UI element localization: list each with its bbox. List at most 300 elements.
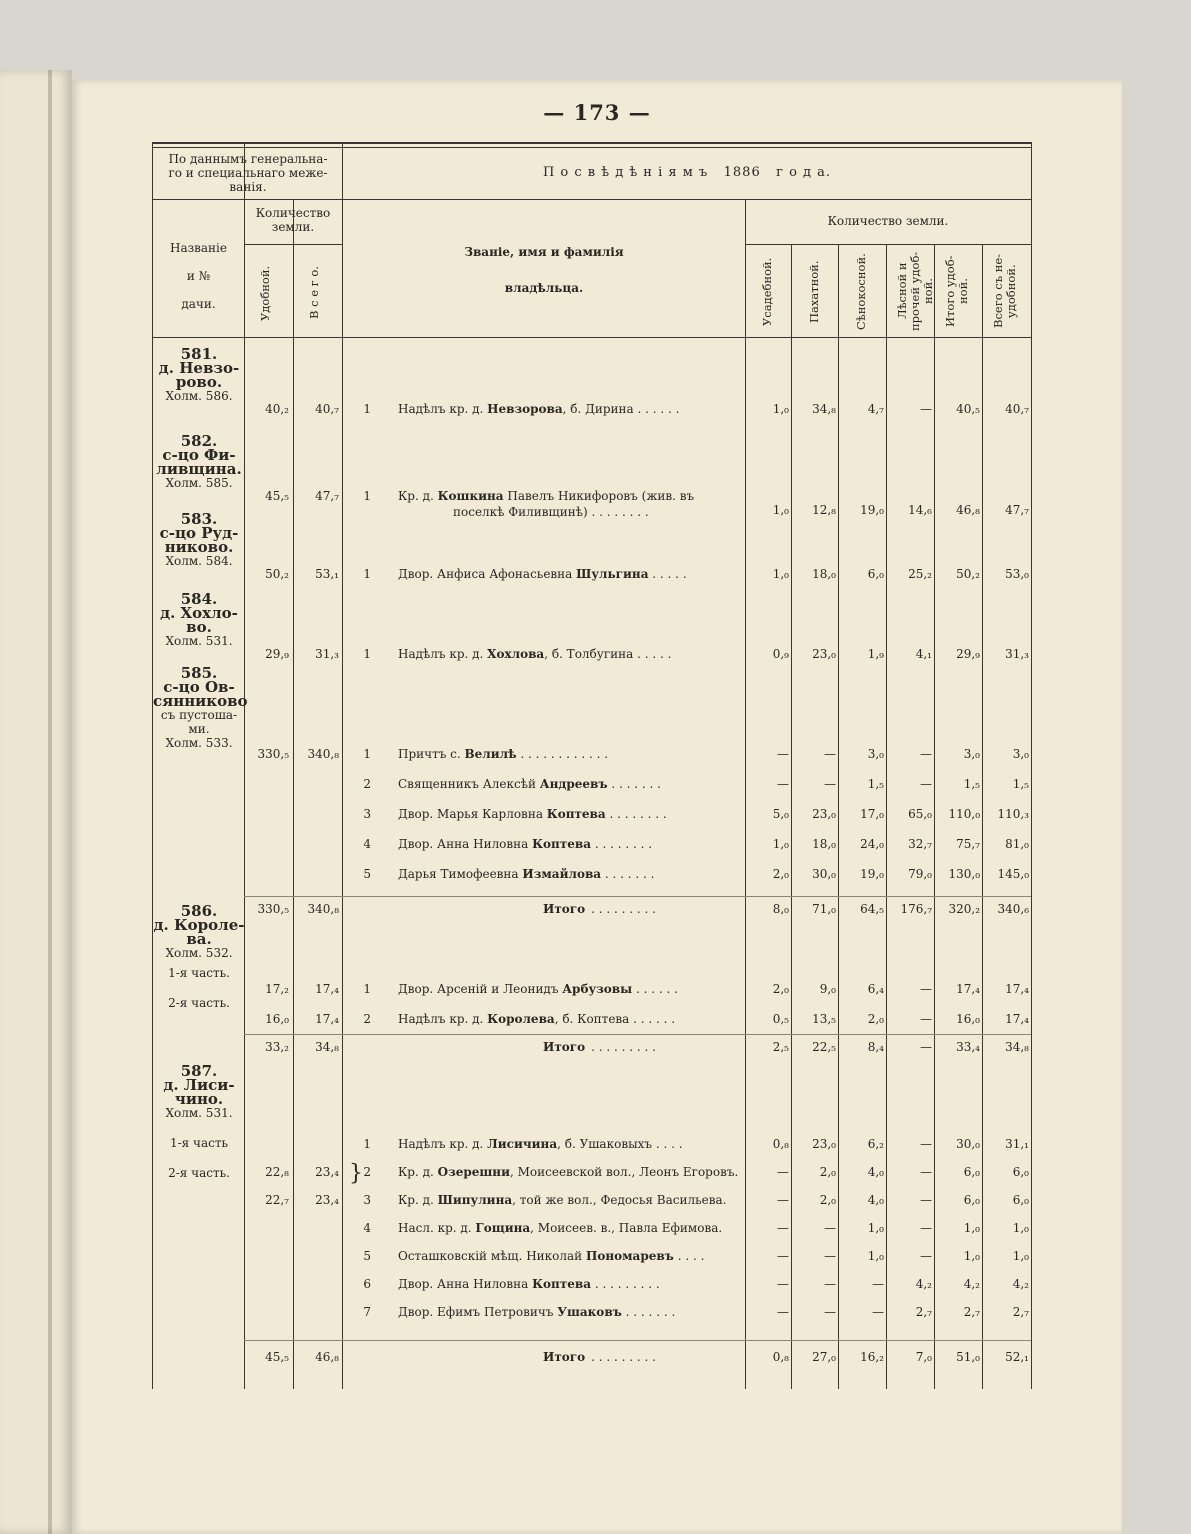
- land-value: —: [777, 777, 789, 791]
- estate-sub: Холм. 586.: [165, 389, 233, 403]
- udobnoi-value: 22,₇: [265, 1193, 289, 1207]
- owner-prefix: Священникъ Алексѣй: [398, 777, 540, 791]
- row-index: 1: [363, 1137, 371, 1151]
- land-qty-header: [244, 206, 342, 234]
- land-value: 2,₀: [819, 1165, 836, 1179]
- land-value: 0,₈: [772, 1137, 789, 1151]
- owner-suffix: , Моисеевской вол., Леонъ Егоровъ.: [509, 1165, 739, 1179]
- estate-name: ливщина.: [156, 460, 242, 478]
- owner-prefix: Двор. Анфиса Афонасьевна: [398, 567, 577, 581]
- land-value: 6,₀: [867, 567, 884, 581]
- table-row: [153, 1249, 1031, 1265]
- vsego-value: 23,₄: [315, 1193, 339, 1207]
- row-index: 2: [363, 1012, 371, 1026]
- land-value: 1,₀: [1012, 1221, 1029, 1235]
- owner-name: [398, 402, 679, 416]
- estate-name: с-цо Фи-: [162, 446, 236, 464]
- row-index: 5: [363, 1249, 371, 1263]
- land-value: 30,₀: [956, 1137, 980, 1151]
- owner-suffix: . . . . . . .: [601, 867, 655, 881]
- owner-surname: Арбузовы: [562, 982, 633, 996]
- land-value: 4,₇: [867, 402, 884, 416]
- estate-entry: [153, 1064, 245, 1180]
- land-value: —: [920, 747, 932, 761]
- owner-prefix: Надѣлъ кр. д.: [398, 1137, 488, 1151]
- owner-surname: Невзорова: [487, 402, 563, 416]
- land-value: 3,₀: [963, 747, 980, 761]
- row-index: 1: [363, 747, 371, 761]
- estate-sub: 2-я часть.: [168, 996, 230, 1010]
- owner-name: [398, 807, 667, 821]
- land-value: 16,₂: [860, 1350, 884, 1364]
- owner-surname: Шипулина: [437, 1193, 513, 1207]
- land-value: —: [824, 777, 836, 791]
- owner-surname: Пономаревъ: [586, 1249, 674, 1263]
- land-value: 8,₀: [772, 902, 789, 916]
- land-value: 18,₀: [812, 567, 836, 581]
- header-line: го и специальнаго меже-: [168, 166, 328, 180]
- total-label-text: Итого: [543, 902, 586, 916]
- owner-name: [398, 1277, 660, 1291]
- table-row: [153, 1277, 1031, 1293]
- table-row: [153, 747, 1031, 763]
- land-value: —: [920, 777, 932, 791]
- owner-name: [398, 1193, 726, 1207]
- land-value: 18,₀: [812, 837, 836, 851]
- header-line: По даннымъ генеральна-: [168, 152, 328, 166]
- owner-name-line2: поселкѣ Филивщинѣ) . . . . . . . .: [453, 505, 649, 519]
- vsego-value: 17,₄: [315, 982, 339, 996]
- land-value: 0,₈: [772, 1350, 789, 1364]
- owner-surname: Кошкина: [437, 489, 504, 503]
- estate-name: сянниково: [153, 692, 248, 710]
- sub-col-header: Усадебной.: [760, 257, 774, 327]
- land-value: 6,₀: [963, 1165, 980, 1179]
- land-value: 6,₂: [867, 1137, 884, 1151]
- land-value: 34,₈: [1005, 1040, 1029, 1054]
- owner-prefix: Насл. кр. д.: [398, 1221, 476, 1235]
- land-value: 1,₀: [963, 1249, 980, 1263]
- header-line: владѣльца.: [504, 281, 584, 295]
- owner-suffix: . . . . . . .: [621, 1305, 676, 1319]
- col-divider: [745, 199, 746, 1389]
- header-rule: [153, 337, 1031, 338]
- owner-name: [398, 1305, 675, 1319]
- owner-name: [398, 1012, 675, 1026]
- land-value: 33,₄: [956, 1040, 980, 1054]
- udobnoi-value: 45,₅: [265, 489, 289, 503]
- land-value: —: [777, 1277, 789, 1291]
- land-value: 31,₁: [1005, 1137, 1029, 1151]
- land-value: 1,₉: [867, 647, 884, 661]
- owner-prefix: Двор. Анна Ниловна: [398, 1277, 533, 1291]
- estate-sub: 1-я часть.: [168, 966, 230, 980]
- land-value: 75,₇: [956, 837, 980, 851]
- table-row: [153, 1137, 1031, 1153]
- total-row: [153, 902, 1031, 918]
- land-value: 65,₀: [908, 807, 932, 821]
- name-col-header: [153, 234, 244, 318]
- land-value: 17,₄: [1005, 982, 1029, 996]
- owner-surname: Шульгина: [576, 567, 649, 581]
- land-value: 25,₂: [908, 567, 932, 581]
- land-value: 34,₈: [812, 402, 836, 416]
- header-rule: [153, 199, 1031, 200]
- table-row: [153, 867, 1031, 883]
- owner-suffix: . . . . . . . .: [605, 807, 667, 821]
- udobnoi-value: 330,₅: [257, 747, 289, 761]
- land-value: —: [920, 1012, 932, 1026]
- page-number: — 173 —: [543, 100, 651, 125]
- row-index: 3: [363, 807, 371, 821]
- land-value: —: [824, 747, 836, 761]
- header-line: и №: [186, 269, 211, 283]
- owner-surname: Озерешни: [437, 1165, 510, 1179]
- owner-name: [398, 1221, 722, 1235]
- land-value: —: [777, 1165, 789, 1179]
- vsego-value: 23,₄: [315, 1165, 339, 1179]
- land-value: 3,₀: [1012, 747, 1029, 761]
- estate-sub: съ пустоша-: [160, 708, 238, 722]
- land-value: —: [824, 1249, 836, 1263]
- land-value: 110,₃: [997, 807, 1029, 821]
- vsego-value: 17,₄: [315, 1012, 339, 1026]
- owner-suffix: . . . . . . . . . . . .: [516, 747, 609, 761]
- owner-name: [398, 1137, 683, 1151]
- land-value: 1,₀: [772, 567, 789, 581]
- general-survey-header: [153, 152, 343, 194]
- owner-surname: Королева: [487, 1012, 555, 1026]
- table-row: [153, 837, 1031, 853]
- land-value: 52,₁: [1005, 1350, 1029, 1364]
- land-value: 24,₀: [860, 837, 884, 851]
- total-label: [543, 1040, 656, 1054]
- row-index: 1: [363, 647, 371, 661]
- owner-name: [398, 567, 687, 581]
- land-value: 19,₀: [860, 503, 884, 517]
- land-value: 9,₀: [819, 982, 836, 996]
- row-index: 7: [363, 1305, 371, 1319]
- table-row: [153, 1305, 1031, 1321]
- total-dots: . . . . . . . . .: [591, 1040, 656, 1054]
- owner-suffix: . . . . . . .: [607, 777, 661, 791]
- col-divider: [293, 199, 294, 1389]
- estate-sub: Холм. 584.: [165, 554, 233, 568]
- owner-surname: Велилѣ: [464, 747, 517, 761]
- land-value: 17,₀: [860, 807, 884, 821]
- land-value: 1,₀: [1012, 1249, 1029, 1263]
- owner-suffix: , б. Ушаковыхъ . . . .: [557, 1137, 683, 1151]
- udobnoi-value: 16,₀: [265, 1012, 289, 1026]
- udobnoi-value: 45,₅: [265, 1350, 289, 1364]
- owner-prefix: Кр. д.: [398, 1193, 438, 1207]
- estate-name: чино.: [174, 1090, 224, 1108]
- land-value: 64,₅: [860, 902, 884, 916]
- land-value: —: [920, 1137, 932, 1151]
- row-index: 2: [363, 1165, 371, 1179]
- owner-prefix: Двор. Марья Карловна: [398, 807, 547, 821]
- land-value: 53,₀: [1005, 567, 1029, 581]
- header-line: Количество: [255, 206, 331, 220]
- vsego-value: 340,₈: [307, 747, 339, 761]
- estate-number: 585.: [180, 664, 218, 682]
- land-value: 4,₂: [915, 1277, 932, 1291]
- land-value: 320,₂: [948, 902, 980, 916]
- land-value: 71,₀: [812, 902, 836, 916]
- vsego-header: В с е г о.: [307, 266, 321, 320]
- header-rule: [745, 244, 1031, 245]
- land-value: 40,₅: [956, 402, 980, 416]
- row-index: 5: [363, 867, 371, 881]
- land-value: 17,₄: [956, 982, 980, 996]
- land-value: 130,₀: [948, 867, 980, 881]
- row-index: 1: [363, 982, 371, 996]
- owner-prefix: Двор. Арсеній и Леонидъ: [398, 982, 563, 996]
- land-value: 1,₀: [963, 1221, 980, 1235]
- land-value: —: [920, 402, 932, 416]
- estate-name: д. Невзо-: [158, 359, 240, 377]
- owner-prefix: Надѣлъ кр. д.: [398, 402, 488, 416]
- land-value: 4,₂: [1012, 1277, 1029, 1291]
- owner-prefix: Причтъ с.: [398, 747, 465, 761]
- land-value: 6,₀: [963, 1193, 980, 1207]
- land-value: 3,₀: [867, 747, 884, 761]
- estate-sub: Холм. 532.: [165, 946, 233, 960]
- owner-suffix: , б. Коптева . . . . . .: [554, 1012, 676, 1026]
- land-value: 16,₀: [956, 1012, 980, 1026]
- land-value: —: [920, 1221, 932, 1235]
- book-seam: [48, 70, 52, 1534]
- estate-number: 583.: [180, 510, 218, 528]
- estate-sub: 2-я часть.: [168, 1166, 230, 1180]
- land-value: 2,₇: [963, 1305, 980, 1319]
- land-value: 32,₇: [908, 837, 932, 851]
- land-value: 51,₀: [956, 1350, 980, 1364]
- total-dots: . . . . . . . . .: [591, 902, 656, 916]
- table-row: [153, 807, 1031, 823]
- land-value: 4,₂: [963, 1277, 980, 1291]
- owner-surname: Коптева: [532, 837, 592, 851]
- estate-number: 587.: [180, 1062, 218, 1080]
- owner-name: [398, 837, 652, 851]
- udobnoi-value: 330,₅: [257, 902, 289, 916]
- land-table: [152, 142, 1032, 1389]
- total-label-text: Итого: [543, 1040, 586, 1054]
- vsego-value: 340,₈: [307, 902, 339, 916]
- total-dots: . . . . . . . . .: [591, 1350, 656, 1364]
- row-index: 1: [363, 489, 371, 503]
- owner-surname: Коптева: [532, 1277, 592, 1291]
- land-value: 6,₀: [1012, 1165, 1029, 1179]
- owner-name: [398, 777, 661, 791]
- land-value: 19,₀: [860, 867, 884, 881]
- total-rule: [244, 1034, 1031, 1035]
- land-value: 31,₃: [1005, 647, 1029, 661]
- land-value: 17,₄: [1005, 1012, 1029, 1026]
- owner-header: [343, 234, 745, 306]
- owner-suffix: . . . . . . . .: [591, 837, 653, 851]
- owner-name: [398, 1165, 738, 1179]
- owner-prefix: Кр. д.: [398, 1165, 438, 1179]
- owner-name: [398, 747, 608, 761]
- sub-col-header: Сѣнокосной.: [854, 253, 868, 331]
- owner-name: [398, 1249, 704, 1263]
- owner-surname: Измайлова: [522, 867, 602, 881]
- land-value: 12,₈: [812, 503, 836, 517]
- udobnoi-value: 17,₂: [265, 982, 289, 996]
- estate-number: 582.: [180, 432, 218, 450]
- land-value: 6,₀: [1012, 1193, 1029, 1207]
- land-value: 1,₅: [963, 777, 980, 791]
- land-value: 81,₀: [1005, 837, 1029, 851]
- land-value: —: [920, 1193, 932, 1207]
- land-value: 340,₆: [997, 902, 1029, 916]
- land-value: 4,₀: [867, 1193, 884, 1207]
- table-row: [153, 777, 1031, 793]
- owner-surname: Коптева: [546, 807, 606, 821]
- land-value: —: [824, 1221, 836, 1235]
- estate-sub: Холм. 533.: [165, 736, 233, 750]
- header-rule: [244, 244, 342, 245]
- owner-prefix: Кр. д.: [398, 489, 438, 503]
- owner-surname: Лисичина: [487, 1137, 558, 1151]
- land-value: 0,₉: [772, 647, 789, 661]
- sub-col-header: Всего съ не-удобной.: [991, 253, 1018, 329]
- owner-name: [398, 489, 694, 503]
- land-value: 23,₀: [812, 647, 836, 661]
- row-index: 3: [363, 1193, 371, 1207]
- udobnoi-value: 33,₂: [265, 1040, 289, 1054]
- vsego-value: 40,₇: [315, 402, 339, 416]
- owner-prefix: Надѣлъ кр. д.: [398, 1012, 488, 1026]
- table-row: [153, 982, 1031, 998]
- land-value: 27,₀: [812, 1350, 836, 1364]
- land-value: 4,₁: [915, 647, 932, 661]
- estate-name: с-цо Ов-: [163, 678, 235, 696]
- land-value: 7,₀: [915, 1350, 932, 1364]
- land-value: 1,₀: [772, 503, 789, 517]
- row-index: 1: [363, 402, 371, 416]
- owner-surname: Хохлова: [487, 647, 545, 661]
- udobnoi-value: 40,₂: [265, 402, 289, 416]
- land-value: 1,₀: [867, 1249, 884, 1263]
- land-value: —: [920, 982, 932, 996]
- sub-col-header: Итого удоб-ной.: [943, 255, 970, 327]
- sub-col-header: Пахатной.: [807, 260, 821, 324]
- land-value: 23,₀: [812, 1137, 836, 1151]
- owner-suffix: , б. Дирина . . . . . .: [562, 402, 680, 416]
- owner-surname: Гощина: [475, 1221, 531, 1235]
- estate-sub: ми.: [188, 722, 210, 736]
- owner-suffix: Павелъ Никифоровъ (жив. въ: [503, 489, 695, 503]
- estate-number: 584.: [180, 590, 218, 608]
- estate-name: д. Хохло-: [160, 604, 238, 622]
- owner-prefix: Дарья Тимофеевна: [398, 867, 523, 881]
- total-row: [153, 1350, 1031, 1366]
- vsego-value: 34,₈: [315, 1040, 339, 1054]
- land-value: 2,₇: [1012, 1305, 1029, 1319]
- left-page-edge: [0, 70, 72, 1534]
- book-page: [72, 80, 1122, 1534]
- row-index: 4: [363, 1221, 371, 1235]
- header-rule: [153, 147, 1031, 148]
- land-value: 47,₇: [1005, 503, 1029, 517]
- row-index: 1: [363, 567, 371, 581]
- land-value: 1,₀: [772, 837, 789, 851]
- land-value: —: [872, 1277, 884, 1291]
- owner-suffix: . . . . . . . . .: [591, 1277, 660, 1291]
- owner-name: [398, 867, 654, 881]
- row-index: 2: [363, 777, 371, 791]
- estate-name: с-цо Руд-: [159, 524, 239, 542]
- estate-entry: [153, 434, 245, 490]
- estate-sub: Холм. 585.: [165, 476, 233, 490]
- land-value: 23,₀: [812, 807, 836, 821]
- estate-name: никово.: [164, 538, 234, 556]
- owner-suffix: . . . . .: [648, 567, 687, 581]
- land-value: 1,₅: [867, 777, 884, 791]
- vsego-value: 47,₇: [315, 489, 339, 503]
- land-value: 1,₀: [772, 402, 789, 416]
- land-value: 110,₀: [948, 807, 980, 821]
- estate-sub: Холм. 531.: [165, 634, 233, 648]
- land-value: 2,₅: [772, 1040, 789, 1054]
- vsego-value: 53,₁: [315, 567, 339, 581]
- owner-surname: Ушаковъ: [557, 1305, 622, 1319]
- land-value: 5,₀: [772, 807, 789, 821]
- land-value: —: [824, 1277, 836, 1291]
- header-line: Названіе: [169, 241, 227, 255]
- estate-name: ва.: [186, 930, 212, 948]
- total-label: [543, 1350, 656, 1364]
- land-value: 2,₇: [915, 1305, 932, 1319]
- estate-sub: [153, 1120, 245, 1130]
- land-value: 50,₂: [956, 567, 980, 581]
- estate-number: 586.: [180, 902, 218, 920]
- estate-number: 581.: [180, 345, 218, 363]
- vsego-value: 46,₈: [315, 1350, 339, 1364]
- land-value: 46,₈: [956, 503, 980, 517]
- estate-entry: [153, 512, 245, 568]
- owner-surname: Андреевъ: [539, 777, 608, 791]
- estate-name: во.: [186, 618, 212, 636]
- udobnoi-header: Удобной.: [258, 265, 272, 321]
- header-line: дачи.: [181, 297, 216, 311]
- owner-suffix: , той же вол., Федосья Васильева.: [512, 1193, 727, 1207]
- owner-suffix: , Моисеев. в., Павла Ефимова.: [530, 1221, 723, 1235]
- land-value: 2,₀: [819, 1193, 836, 1207]
- table-row: [153, 402, 1031, 418]
- estate-name: д. Королe-: [153, 916, 245, 934]
- owner-prefix: Надѣлъ кр. д.: [398, 647, 488, 661]
- owner-name: [398, 647, 671, 661]
- table-row: [153, 1165, 1031, 1181]
- header-line: ванія.: [229, 180, 267, 194]
- land-value: —: [777, 747, 789, 761]
- owner-prefix: Осташковскій мѣщ. Николай: [398, 1249, 586, 1263]
- land-value: 79,₀: [908, 867, 932, 881]
- land-value: —: [920, 1165, 932, 1179]
- sub-col-header: Лѣсной и прочей удоб-ной.: [895, 251, 935, 331]
- land-value: 1,₀: [867, 1221, 884, 1235]
- land-value: 22,₅: [812, 1040, 836, 1054]
- land-value: 1,₅: [1012, 777, 1029, 791]
- estate-entry: [153, 592, 245, 648]
- table-row: [153, 1221, 1031, 1237]
- header-line: земли.: [271, 220, 315, 234]
- udobnoi-value: 29,₉: [265, 647, 289, 661]
- land-value: 14,₆: [908, 503, 932, 517]
